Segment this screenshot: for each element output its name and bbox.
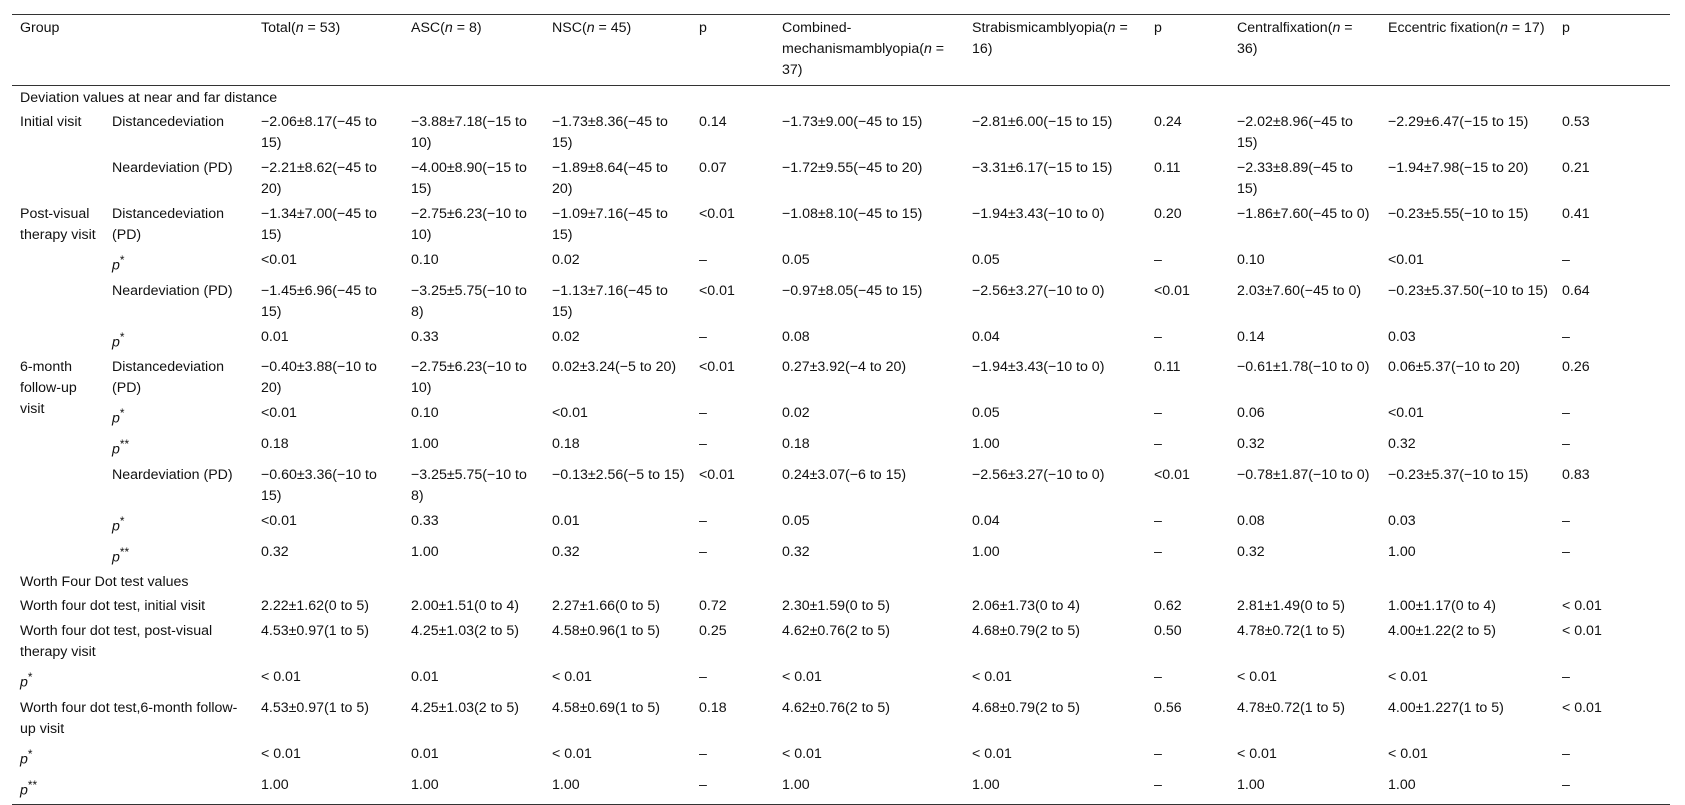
table-cell: 4.53±0.97(1 to 5) bbox=[261, 623, 369, 640]
column-header-label: ASC bbox=[411, 20, 441, 36]
table-cell: < 0.01 bbox=[261, 746, 301, 763]
table-cell: −0.40±3.88(−10 to 20) bbox=[261, 359, 377, 397]
row-label-text: Worth four dot test, initial visit bbox=[20, 598, 206, 615]
table-cell: 1.00 bbox=[1388, 543, 1416, 560]
table-cell: < 0.01 bbox=[782, 669, 822, 686]
table-cell: −2.81±6.00(−15 to 15) bbox=[972, 114, 1113, 130]
table-cell: < 0.01 bbox=[1388, 669, 1428, 686]
column-header-label: p bbox=[1154, 20, 1162, 36]
table-cell: < 0.01 bbox=[782, 746, 822, 763]
table-cell: 4.53±0.97(1 to 5) bbox=[261, 700, 369, 717]
table-row bbox=[12, 279, 1670, 325]
column-header-0 bbox=[12, 15, 253, 86]
column-header-n: 53 bbox=[319, 20, 336, 36]
table-cell: 0.10 bbox=[1237, 252, 1265, 268]
table-cell: −0.61±1.78(−10 to 0) bbox=[1237, 359, 1370, 376]
table-cell: −0.97±8.05(−45 to 15) bbox=[782, 282, 923, 299]
table-row bbox=[12, 325, 1670, 356]
table-cell: <0.01 bbox=[552, 405, 588, 422]
column-header-1: Total(n = 53) bbox=[261, 20, 341, 36]
column-header-6: Strabismicamblyopia(n = 16) bbox=[972, 20, 1128, 57]
column-header-label: Centralfixation bbox=[1237, 20, 1328, 36]
table-cell: −2.75±6.23(−10 to 10) bbox=[411, 359, 527, 397]
n-italic: n bbox=[586, 20, 595, 36]
table-cell: 0.33 bbox=[411, 512, 439, 529]
table-cell: – bbox=[1154, 669, 1162, 686]
row-label-text: Neardeviation (PD) bbox=[112, 282, 233, 299]
table-cell: 0.18 bbox=[261, 436, 289, 453]
table-row bbox=[12, 401, 1670, 432]
table-cell: – bbox=[699, 669, 707, 686]
table-cell: −1.13±7.16(−45 to 15) bbox=[552, 282, 668, 320]
table-row bbox=[12, 248, 1670, 279]
row-label-text: Neardeviation (PD) bbox=[112, 466, 233, 483]
row-label-text: Distancedeviation (PD) bbox=[112, 359, 224, 397]
p-stars: * bbox=[27, 670, 33, 685]
table-cell: −3.25±5.75(−10 to 8) bbox=[411, 466, 527, 504]
column-header-label: Eccentric fixation bbox=[1388, 20, 1496, 36]
table-cell: 0.53 bbox=[1562, 114, 1590, 130]
column-header-n: 17 bbox=[1524, 20, 1540, 36]
p-stars: * bbox=[119, 513, 125, 528]
table-cell: 4.62±0.76(2 to 5) bbox=[782, 700, 890, 717]
table-cell: 0.21 bbox=[1562, 160, 1590, 176]
table-row bbox=[12, 619, 1670, 665]
table-cell: −3.31±6.17(−15 to 15) bbox=[972, 160, 1113, 176]
table-cell: 1.00 bbox=[972, 776, 1000, 793]
table-cell: −0.23±5.37.50(−10 to 15) bbox=[1388, 282, 1549, 299]
measure-label bbox=[104, 509, 253, 540]
table-cell: – bbox=[1562, 512, 1570, 529]
table-cell: −1.08±8.10(−45 to 15) bbox=[782, 206, 923, 222]
table-cell: 4.00±1.227(1 to 5) bbox=[1388, 700, 1504, 717]
table-cell: 4.68±0.79(2 to 5) bbox=[972, 623, 1080, 640]
table-cell: 4.25±1.03(2 to 5) bbox=[411, 623, 519, 640]
table-cell: – bbox=[699, 436, 707, 453]
table-cell: 4.68±0.79(2 to 5) bbox=[972, 700, 1080, 717]
p-italic: p bbox=[112, 411, 120, 428]
p-italic: p bbox=[112, 257, 120, 274]
column-header-label: p bbox=[699, 20, 707, 36]
column-header-9: Eccentric fixation(n = 17) bbox=[1388, 20, 1545, 36]
table-cell: 0.26 bbox=[1562, 359, 1590, 376]
table-cell: 0.33 bbox=[411, 328, 439, 345]
table-cell: 1.00 bbox=[552, 776, 580, 793]
table-cell: – bbox=[1154, 405, 1162, 422]
table-cell: – bbox=[1562, 252, 1570, 268]
table-cell: <0.01 bbox=[699, 282, 735, 299]
column-header-label: Total bbox=[261, 20, 291, 36]
table-cell: 0.07 bbox=[699, 160, 727, 176]
table-cell: 0.14 bbox=[699, 114, 727, 130]
table-cell: 4.58±0.69(1 to 5) bbox=[552, 700, 660, 717]
table-body bbox=[12, 86, 1670, 805]
table-cell: <0.01 bbox=[1388, 405, 1424, 422]
table-cell: −0.60±3.36(−10 to 15) bbox=[261, 466, 377, 504]
p-italic: p bbox=[112, 334, 120, 351]
table-row bbox=[12, 742, 1670, 773]
table-cell: 0.06 bbox=[1237, 405, 1265, 422]
column-header-label: Strabismicamblyopia bbox=[972, 20, 1103, 36]
table-cell: 0.32 bbox=[1237, 543, 1265, 560]
row-label-text: Neardeviation (PD) bbox=[112, 160, 233, 176]
table-cell: <0.01 bbox=[261, 405, 297, 422]
results-table-container bbox=[12, 14, 1670, 805]
section-title: Deviation values at near and far distance bbox=[20, 90, 278, 106]
column-header-7 bbox=[1146, 15, 1229, 86]
table-cell: 0.25 bbox=[699, 623, 727, 640]
table-cell: 0.27±3.92(−4 to 20) bbox=[782, 359, 907, 376]
table-header bbox=[12, 15, 1670, 86]
section-row bbox=[12, 86, 1670, 111]
table-cell: – bbox=[1562, 436, 1570, 453]
p-italic: p bbox=[112, 549, 120, 566]
table-cell: < 0.01 bbox=[552, 746, 592, 763]
table-row bbox=[12, 110, 1670, 156]
table-cell: < 0.01 bbox=[1562, 598, 1602, 615]
table-cell: −1.94±7.98(−15 to 20) bbox=[1388, 160, 1529, 176]
table-cell: 0.05 bbox=[972, 252, 1000, 268]
table-cell: 4.62±0.76(2 to 5) bbox=[782, 623, 890, 640]
table-cell: 0.56 bbox=[1154, 700, 1182, 717]
table-cell: −1.94±3.43(−10 to 0) bbox=[972, 359, 1105, 376]
table-cell: 0.50 bbox=[1154, 623, 1182, 640]
table-cell: 1.00 bbox=[261, 776, 289, 793]
row-label-text: Worth four dot test, post-visual therapy visit bbox=[20, 623, 213, 661]
table-cell: 0.06±5.37(−10 to 20) bbox=[1388, 359, 1521, 376]
table-cell: – bbox=[1562, 746, 1570, 763]
table-cell: 4.78±0.72(1 to 5) bbox=[1237, 623, 1345, 640]
table-cell: < 0.01 bbox=[261, 669, 301, 686]
table-cell: 0.03 bbox=[1388, 328, 1416, 345]
p-stars: * bbox=[119, 406, 125, 421]
measure-label bbox=[104, 401, 253, 432]
measure-label bbox=[104, 248, 253, 279]
worth-row-label bbox=[12, 742, 253, 773]
visit-label: Initial visit bbox=[20, 114, 82, 130]
column-header-10 bbox=[1554, 15, 1670, 86]
table-cell: – bbox=[1154, 328, 1162, 345]
visit-label: Post-visual therapy visit bbox=[20, 206, 96, 243]
table-cell: – bbox=[699, 405, 707, 422]
table-cell: 2.06±1.73(0 to 4) bbox=[972, 598, 1080, 615]
table-cell: 0.32 bbox=[1237, 436, 1265, 453]
table-row bbox=[12, 463, 1670, 509]
column-header-n: 37 bbox=[782, 62, 798, 78]
table-row bbox=[12, 540, 1670, 571]
table-cell: −1.94±3.43(−10 to 0) bbox=[972, 206, 1105, 222]
table-cell: −1.73±9.00(−45 to 15) bbox=[782, 114, 923, 130]
table-cell: 0.10 bbox=[411, 252, 439, 268]
table-cell: <0.01 bbox=[699, 206, 735, 222]
table-cell: −2.75±6.23(−10 to 10) bbox=[411, 206, 527, 243]
section-row bbox=[12, 570, 1670, 594]
table-cell: 0.11 bbox=[1154, 160, 1181, 176]
table-cell: 0.04 bbox=[972, 328, 1000, 345]
table-cell: 1.00 bbox=[411, 543, 439, 560]
section-title: Worth Four Dot test values bbox=[20, 574, 189, 591]
table-cell: – bbox=[1562, 543, 1570, 560]
table-cell: < 0.01 bbox=[1237, 669, 1277, 686]
results-table bbox=[12, 14, 1670, 805]
table-cell: 1.00 bbox=[1237, 776, 1265, 793]
row-label-text: Worth four dot test,6-month follow-up visit bbox=[20, 700, 238, 738]
p-italic: p bbox=[20, 675, 28, 692]
table-cell: 0.18 bbox=[699, 700, 727, 717]
column-header-2: ASC(n = 8) bbox=[411, 20, 482, 36]
measure-label bbox=[104, 432, 253, 463]
table-cell: – bbox=[699, 746, 707, 763]
table-cell: −1.86±7.60(−45 to 0) bbox=[1237, 206, 1370, 222]
table-cell: 0.32 bbox=[782, 543, 810, 560]
table-cell: 0.18 bbox=[782, 436, 810, 453]
table-cell: 1.00±1.17(0 to 4) bbox=[1388, 598, 1496, 615]
p-italic: p bbox=[20, 751, 28, 768]
table-cell: −4.00±8.90(−15 to 15) bbox=[411, 160, 527, 197]
table-cell: < 0.01 bbox=[552, 669, 592, 686]
table-cell: <0.01 bbox=[1154, 466, 1190, 483]
worth-row-label bbox=[12, 619, 253, 665]
measure-label bbox=[104, 355, 253, 401]
table-cell: 0.04 bbox=[972, 512, 1000, 529]
table-cell: 0.02 bbox=[552, 252, 580, 268]
measure-label bbox=[104, 156, 253, 202]
table-cell: −2.06±8.17(−45 to 15) bbox=[261, 114, 377, 151]
table-cell: – bbox=[1562, 405, 1570, 422]
table-cell: < 0.01 bbox=[972, 746, 1012, 763]
table-cell: 1.00 bbox=[782, 776, 810, 793]
table-cell: – bbox=[699, 328, 707, 345]
measure-label bbox=[104, 463, 253, 509]
column-header-5: Combined-mechanismamblyopia(n = 37) bbox=[782, 20, 945, 78]
row-label-text: Distancedeviation (PD) bbox=[112, 206, 224, 243]
table-cell: 0.24±3.07(−6 to 15) bbox=[782, 466, 907, 483]
table-cell: 0.83 bbox=[1562, 466, 1590, 483]
table-cell: 0.20 bbox=[1154, 206, 1182, 222]
n-italic: n bbox=[1107, 20, 1116, 36]
column-header-n: 36 bbox=[1237, 41, 1253, 57]
table-row bbox=[12, 432, 1670, 463]
table-cell: 0.05 bbox=[972, 405, 1000, 422]
table-cell: 0.62 bbox=[1154, 598, 1182, 615]
table-cell: <0.01 bbox=[261, 512, 297, 529]
table-cell: 0.18 bbox=[552, 436, 580, 453]
table-cell: <0.01 bbox=[1388, 252, 1424, 268]
table-cell: – bbox=[1154, 543, 1162, 560]
p-stars: * bbox=[119, 253, 125, 267]
table-cell: −2.33±8.89(−45 to 15) bbox=[1237, 160, 1353, 197]
column-header-label: p bbox=[1562, 20, 1570, 36]
table-cell: 0.01 bbox=[552, 512, 580, 529]
table-cell: −1.09±7.16(−45 to 15) bbox=[552, 206, 668, 243]
table-cell: −1.34±7.00(−45 to 15) bbox=[261, 206, 377, 243]
table-cell: – bbox=[1154, 512, 1162, 529]
table-cell: – bbox=[1154, 436, 1162, 453]
p-stars: * bbox=[119, 329, 125, 344]
table-row bbox=[12, 355, 1670, 401]
table-cell: – bbox=[1154, 252, 1162, 268]
column-header-3: NSC(n = 45) bbox=[552, 20, 632, 36]
table-cell: −2.56±3.27(−10 to 0) bbox=[972, 466, 1105, 483]
column-header-label: NSC bbox=[552, 20, 582, 36]
table-row bbox=[12, 202, 1670, 248]
table-cell: 0.14 bbox=[1237, 328, 1265, 345]
table-cell: – bbox=[699, 252, 707, 268]
table-cell: 0.08 bbox=[782, 328, 810, 345]
table-cell: < 0.01 bbox=[1562, 623, 1602, 640]
row-label-text: Distancedeviation bbox=[112, 114, 224, 130]
worth-row-label bbox=[12, 594, 253, 619]
p-italic: p bbox=[112, 518, 120, 535]
table-cell: 0.41 bbox=[1562, 206, 1590, 222]
table-cell: 0.24 bbox=[1154, 114, 1182, 130]
table-cell: 1.00 bbox=[1388, 776, 1416, 793]
table-cell: 0.32 bbox=[261, 543, 289, 560]
p-stars: * bbox=[27, 747, 33, 762]
table-cell: −2.56±3.27(−10 to 0) bbox=[972, 282, 1105, 299]
table-cell: −0.13±2.56(−5 to 15) bbox=[552, 466, 685, 483]
table-cell: – bbox=[699, 776, 707, 793]
worth-row-label bbox=[12, 665, 253, 696]
column-header-label: Combined-mechanismamblyopia bbox=[782, 20, 920, 57]
table-cell: −2.21±8.62(−45 to 20) bbox=[261, 160, 377, 197]
table-row bbox=[12, 773, 1670, 804]
table-cell: 2.22±1.62(0 to 5) bbox=[261, 598, 369, 615]
measure-label bbox=[104, 279, 253, 325]
worth-row-label bbox=[12, 696, 253, 742]
table-cell: 4.58±0.96(1 to 5) bbox=[552, 623, 660, 640]
table-cell: 0.11 bbox=[1154, 359, 1181, 376]
table-cell: 0.01 bbox=[411, 746, 439, 763]
table-cell: – bbox=[1562, 669, 1570, 686]
table-cell: 0.32 bbox=[552, 543, 580, 560]
table-cell: 2.03±7.60(−45 to 0) bbox=[1237, 282, 1362, 299]
table-cell: <0.01 bbox=[699, 359, 735, 376]
n-italic: n bbox=[1499, 20, 1508, 36]
table-row bbox=[12, 156, 1670, 202]
measure-label bbox=[104, 202, 253, 248]
table-cell: 0.01 bbox=[261, 328, 289, 345]
table-cell: 1.00 bbox=[972, 436, 1000, 453]
table-cell: < 0.01 bbox=[1237, 746, 1277, 763]
n-italic: n bbox=[1332, 20, 1341, 36]
measure-label bbox=[104, 325, 253, 356]
table-cell: 0.02 bbox=[782, 405, 810, 422]
column-header-label: Group bbox=[20, 20, 60, 36]
column-header-8: Centralfixation(n = 36) bbox=[1237, 20, 1353, 57]
n-italic: n bbox=[923, 41, 932, 57]
p-stars: ** bbox=[119, 544, 130, 559]
table-cell: 2.27±1.66(0 to 5) bbox=[552, 598, 660, 615]
table-cell: 0.05 bbox=[782, 512, 810, 529]
table-cell: −0.23±5.37(−10 to 15) bbox=[1388, 466, 1529, 483]
table-row bbox=[12, 696, 1670, 742]
p-italic: p bbox=[20, 782, 28, 799]
table-cell: – bbox=[699, 512, 707, 529]
p-stars: ** bbox=[27, 777, 38, 792]
measure-label bbox=[104, 110, 253, 156]
table-cell: 0.08 bbox=[1237, 512, 1265, 529]
table-cell: 0.05 bbox=[782, 252, 810, 268]
table-cell: 1.00 bbox=[411, 776, 439, 793]
table-cell: 0.01 bbox=[411, 669, 439, 686]
table-cell: 4.00±1.22(2 to 5) bbox=[1388, 623, 1496, 640]
table-cell: −3.88±7.18(−15 to 10) bbox=[411, 114, 527, 151]
table-cell: −0.23±5.55(−10 to 15) bbox=[1388, 206, 1529, 222]
table-cell: 2.00±1.51(0 to 4) bbox=[411, 598, 519, 615]
table-cell: −1.73±8.36(−45 to 15) bbox=[552, 114, 668, 151]
n-italic: n bbox=[444, 20, 453, 36]
p-stars: ** bbox=[119, 437, 130, 452]
table-cell: – bbox=[1154, 776, 1162, 793]
table-cell: – bbox=[699, 543, 707, 560]
table-cell: – bbox=[1562, 776, 1570, 793]
table-cell: −3.25±5.75(−10 to 8) bbox=[411, 282, 527, 320]
table-cell: <0.01 bbox=[699, 466, 735, 483]
worth-row-label bbox=[12, 773, 253, 804]
measure-label bbox=[104, 540, 253, 571]
table-cell: < 0.01 bbox=[1388, 746, 1428, 763]
table-cell: 0.32 bbox=[1388, 436, 1416, 453]
column-header-n: 45 bbox=[610, 20, 627, 36]
table-cell: <0.01 bbox=[1154, 282, 1190, 299]
table-row bbox=[12, 665, 1670, 696]
column-header-n: 8 bbox=[468, 20, 477, 36]
table-cell: −1.72±9.55(−45 to 20) bbox=[782, 160, 923, 176]
table-cell: <0.01 bbox=[261, 252, 297, 268]
table-cell: −1.89±8.64(−45 to 20) bbox=[552, 160, 668, 197]
table-row bbox=[12, 509, 1670, 540]
p-italic: p bbox=[112, 441, 120, 458]
table-cell: – bbox=[1562, 328, 1570, 345]
table-cell: 0.02±3.24(−5 to 20) bbox=[552, 359, 677, 376]
table-cell: 0.72 bbox=[699, 598, 727, 615]
table-cell: 2.81±1.49(0 to 5) bbox=[1237, 598, 1345, 615]
table-cell: −0.78±1.87(−10 to 0) bbox=[1237, 466, 1370, 483]
table-cell: 0.03 bbox=[1388, 512, 1416, 529]
table-cell: 0.64 bbox=[1562, 282, 1590, 299]
table-cell: 4.78±0.72(1 to 5) bbox=[1237, 700, 1345, 717]
table-cell: 0.10 bbox=[411, 405, 439, 422]
header-row bbox=[12, 15, 1670, 86]
table-cell: 0.02 bbox=[552, 328, 580, 345]
table-cell: – bbox=[1154, 746, 1162, 763]
table-cell: −2.29±6.47(−15 to 15) bbox=[1388, 114, 1529, 130]
column-header-n: 16 bbox=[972, 41, 988, 57]
visit-label: 6-month follow-up visit bbox=[20, 359, 77, 418]
table-cell: −1.45±6.96(−45 to 15) bbox=[261, 282, 377, 320]
n-italic: n bbox=[295, 20, 304, 36]
table-cell: −2.02±8.96(−45 to 15) bbox=[1237, 114, 1353, 151]
table-cell: 2.30±1.59(0 to 5) bbox=[782, 598, 890, 615]
table-cell: < 0.01 bbox=[1562, 700, 1602, 717]
column-header-4 bbox=[691, 15, 774, 86]
table-cell: 1.00 bbox=[411, 436, 439, 453]
table-cell: < 0.01 bbox=[972, 669, 1012, 686]
table-cell: 4.25±1.03(2 to 5) bbox=[411, 700, 519, 717]
table-cell: 1.00 bbox=[972, 543, 1000, 560]
table-row bbox=[12, 594, 1670, 619]
